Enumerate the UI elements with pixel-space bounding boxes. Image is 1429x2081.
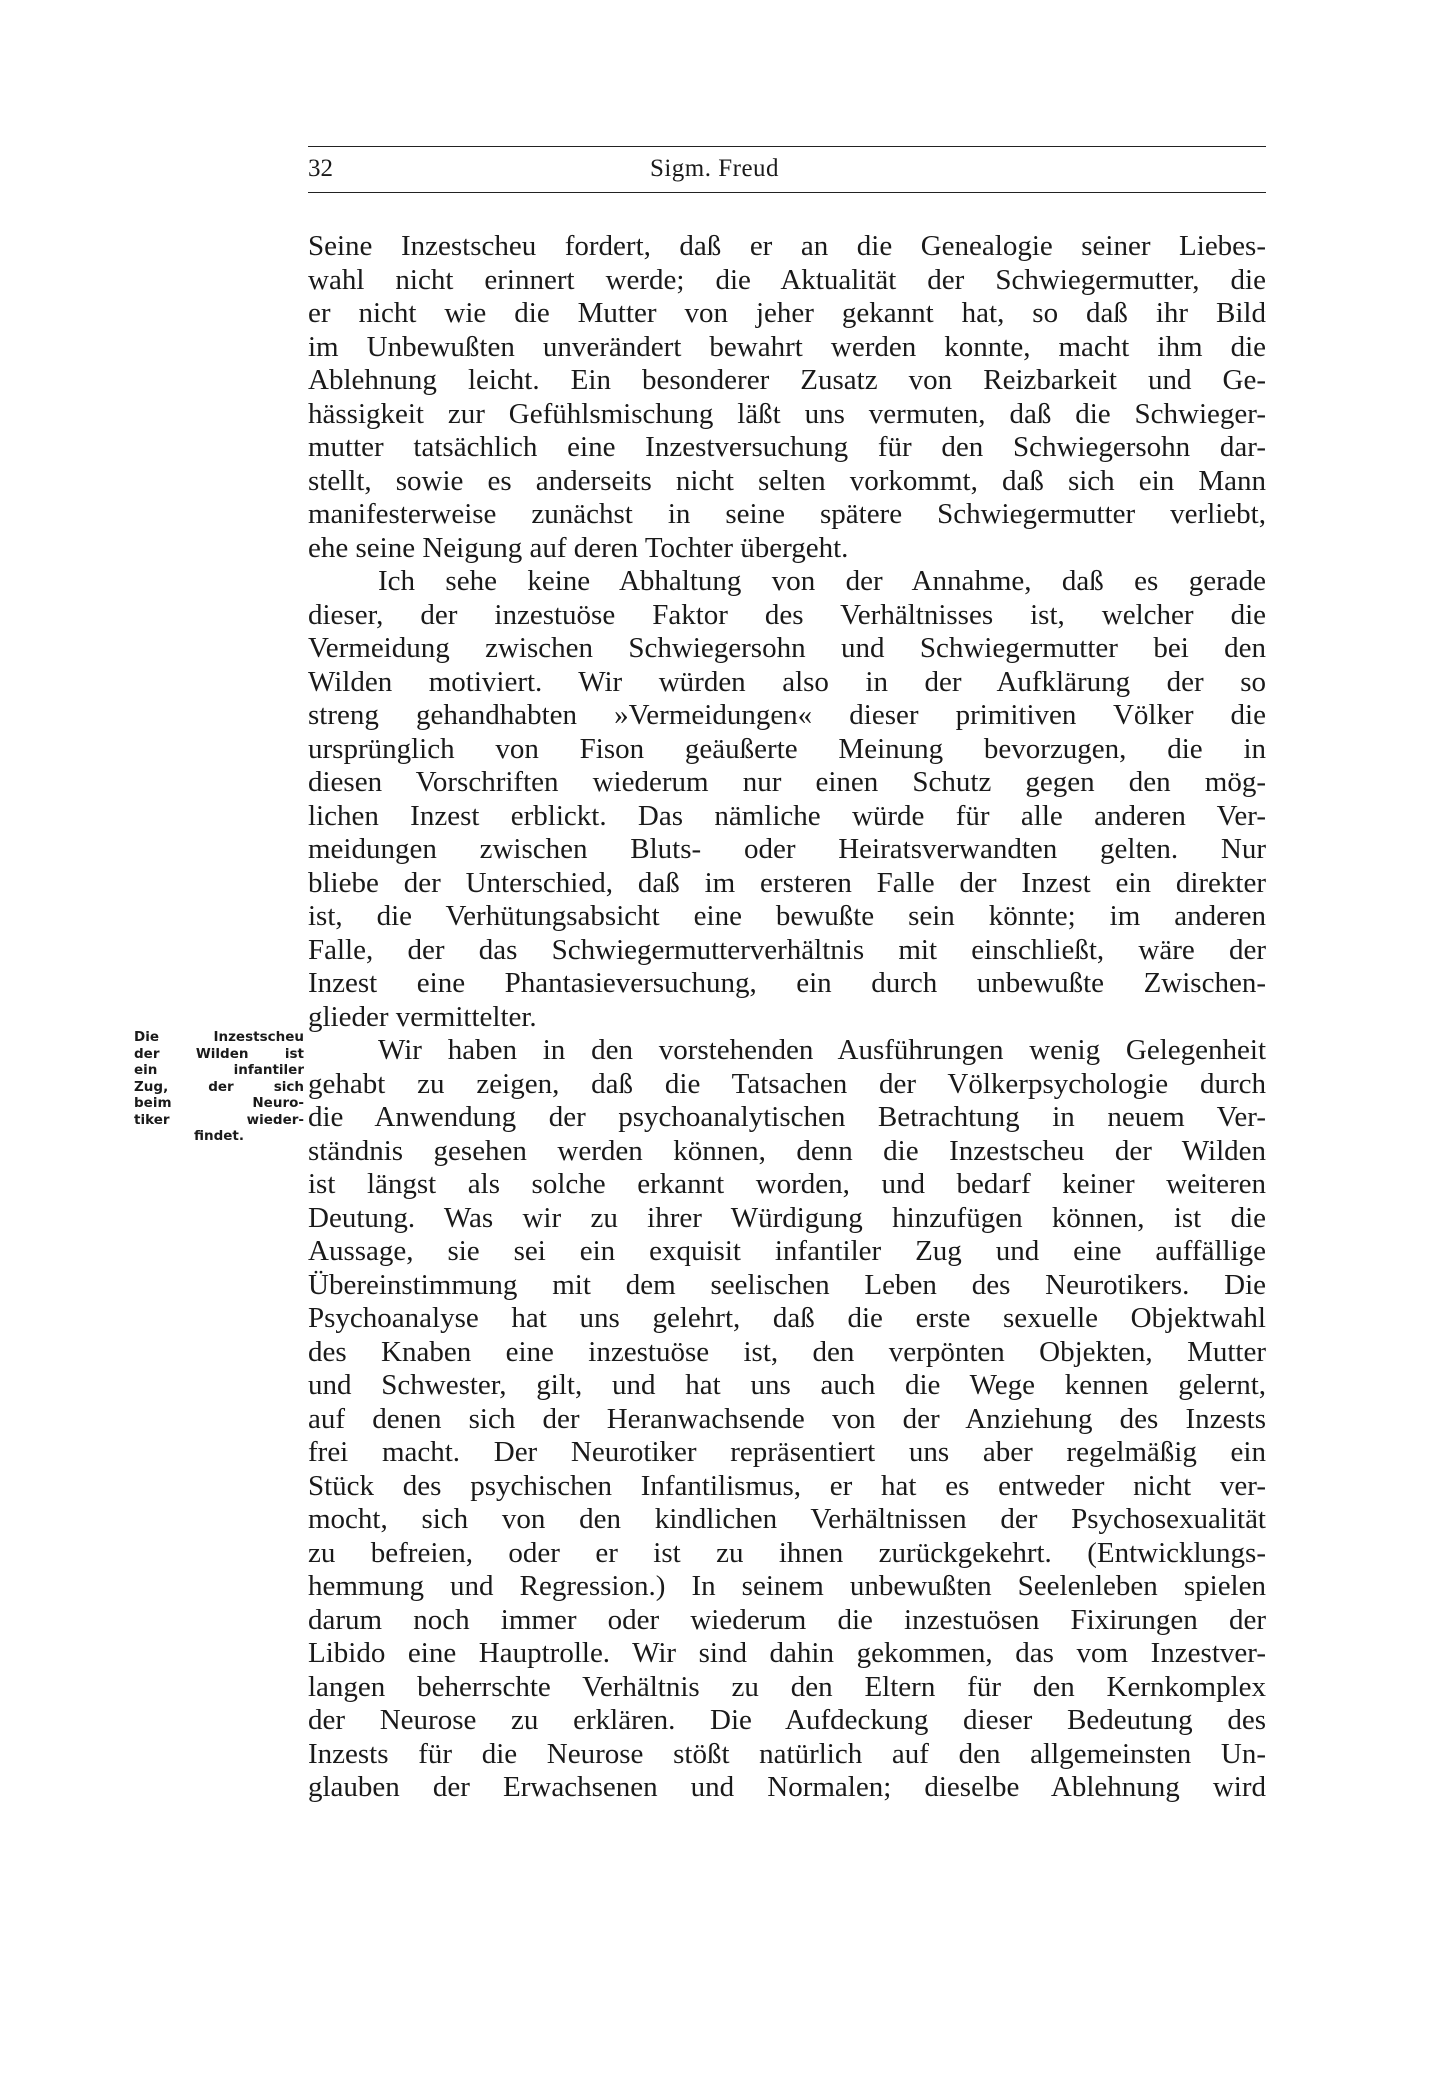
text-line: darum noch immer oder wiederum die inzestuösen Fixirungen der [308, 1603, 1266, 1636]
header-bottom-rule [308, 192, 1266, 193]
text-line: diesen Vorschriften wiederum nur einen Schutz gegen den mög- [308, 766, 1266, 798]
margin-note-line: der Wilden ist [134, 1045, 304, 1062]
text-line: langen beherrschte Verhältnis zu den Eltern für den Kernkomplex [308, 1670, 1266, 1703]
text-line: ständnis gesehen werden können, denn die Inzestscheu der Wilden [308, 1134, 1266, 1167]
text-line: glauben der Erwachsenen und Normalen; dieselbe Ablehnung wird [308, 1771, 1266, 1803]
text-line: Aussage, sie sei ein exquisit infantiler Zug und eine auffällige [308, 1235, 1266, 1267]
text-line: mocht, sich von den kindlichen Verhältnissen der Psychosexualität [308, 1503, 1266, 1535]
text-line: hässigkeit zur Gefühlsmischung läßt uns vermuten, daß die Schwieger- [308, 397, 1266, 430]
text-line: frei macht. Der Neurotiker repräsentiert uns aber regelmäßig ein [308, 1436, 1266, 1468]
text-line: zu befreien, oder er ist zu ihnen zurückgekehrt. (Entwicklungs- [308, 1536, 1266, 1569]
text-line: lichen Inzest erblickt. Das nämliche würde für alle anderen Ver- [308, 799, 1266, 832]
text-line: dieser, der inzestuöse Faktor des Verhältnisses ist, welcher die [308, 598, 1266, 631]
text-line: Ich sehe keine Abhaltung von der Annahme, daß es gerade [378, 565, 1266, 597]
text-line: Deutung. Was wir zu ihrer Würdigung hinzufügen können, ist die [308, 1201, 1266, 1234]
text-line: Inzest eine Phantasieversuchung, ein durch unbewußte Zwischen- [308, 967, 1266, 999]
text-line: im Unbewußten unverändert bewahrt werden konnte, macht ihm die [308, 330, 1266, 363]
text-line: ursprünglich von Fison geäußerte Meinung bevorzugen, die in [308, 732, 1266, 765]
text-line: des Knaben eine inzestuöse ist, den verpönten Objekten, Mutter [308, 1335, 1266, 1368]
margin-note-line: tiker wieder- [134, 1111, 304, 1128]
text-line: hemmung und Regression.) In seinem unbewußten Seelenleben spielen [308, 1570, 1266, 1602]
text-line: mutter tatsächlich eine Inzestversuchung für den Schwiegersohn dar- [308, 431, 1266, 463]
page-number: 32 [308, 155, 333, 182]
text-line: Übereinstimmung mit dem seelischen Leben des Neurotikers. Die [308, 1268, 1266, 1301]
margin-note-line: ein infantiler [134, 1062, 304, 1078]
text-line: Falle, der das Schwiegermutterverhältnis mit einschließt, wäre der [308, 933, 1266, 966]
text-line: der Neurose zu erklären. Die Aufdeckung dieser Bedeutung des [308, 1704, 1266, 1736]
text-line: bliebe der Unterschied, daß im ersteren Falle der Inzest ein direkter [308, 866, 1266, 899]
body-text [308, 230, 1266, 1805]
margin-note-line: Die Inzestscheu [134, 1029, 304, 1045]
text-line: ist, die Verhütungsabsicht eine bewußte sein könnte; im anderen [308, 900, 1266, 932]
text-line: streng gehandhabten »Vermeidungen« dieser primitiven Völker die [308, 699, 1266, 731]
text-line: wahl nicht erinnert werde; die Aktualität der Schwiegermutter, die [308, 263, 1266, 296]
text-line: Ablehnung leicht. Ein besonderer Zusatz von Reizbarkeit und Ge- [308, 364, 1266, 396]
text-line: Inzests für die Neurose stößt natürlich auf den allgemeinsten Un- [308, 1737, 1266, 1770]
text-line: Vermeidung zwischen Schwiegersohn und Schwiegermutter bei den [308, 632, 1266, 664]
margin-note-line: findet. [193, 1128, 245, 1144]
text-line: ehe seine Neigung auf deren Tochter übergeht. [308, 531, 849, 564]
text-line: die Anwendung der psychoanalytischen Betrachtung in neuem Ver- [308, 1101, 1266, 1133]
running-head: Sigm. Freud [649, 155, 780, 182]
text-line: Stück des psychischen Infantilismus, er hat es entweder nicht ver- [308, 1469, 1266, 1502]
text-line: manifesterweise zunächst in seine spätere Schwiegermutter verliebt, [308, 498, 1266, 530]
text-line: Wir haben in den vorstehenden Ausführungen wenig Gelegenheit [378, 1034, 1266, 1066]
text-line: Psychoanalyse hat uns gelehrt, daß die erste sexuelle Objektwahl [308, 1302, 1266, 1334]
text-line: auf denen sich der Heranwachsende von der Anziehung des Inzests [308, 1402, 1266, 1435]
text-line: Wilden motiviert. Wir würden also in der Aufklärung der so [308, 665, 1266, 698]
header-top-rule [308, 146, 1266, 147]
text-line: Libido eine Hauptrolle. Wir sind dahin gekommen, das vom Inzestver- [308, 1637, 1266, 1669]
margin-note-line: Zug, der sich [134, 1078, 304, 1095]
text-line: ist längst als solche erkannt worden, und bedarf keiner weiteren [308, 1168, 1266, 1200]
text-line: und Schwester, gilt, und hat uns auch die Wege kennen gelernt, [308, 1369, 1266, 1401]
text-line: meidungen zwischen Bluts- oder Heiratsverwandten gelten. Nur [308, 833, 1266, 865]
text-line: glieder vermittelter. [308, 1000, 537, 1033]
margin-note [134, 1029, 304, 1145]
text-line: gehabt zu zeigen, daß die Tatsachen der Völkerpsychologie durch [308, 1067, 1266, 1100]
text-line: stellt, sowie es anderseits nicht selten vorkommt, daß sich ein Mann [308, 464, 1266, 497]
text-line: er nicht wie die Mutter von jeher gekannt hat, so daß ihr Bild [308, 297, 1266, 329]
text-line: Seine Inzestscheu fordert, daß er an die Genealogie seiner Liebes- [308, 230, 1266, 262]
margin-note-line: beim Neuro- [134, 1095, 304, 1111]
